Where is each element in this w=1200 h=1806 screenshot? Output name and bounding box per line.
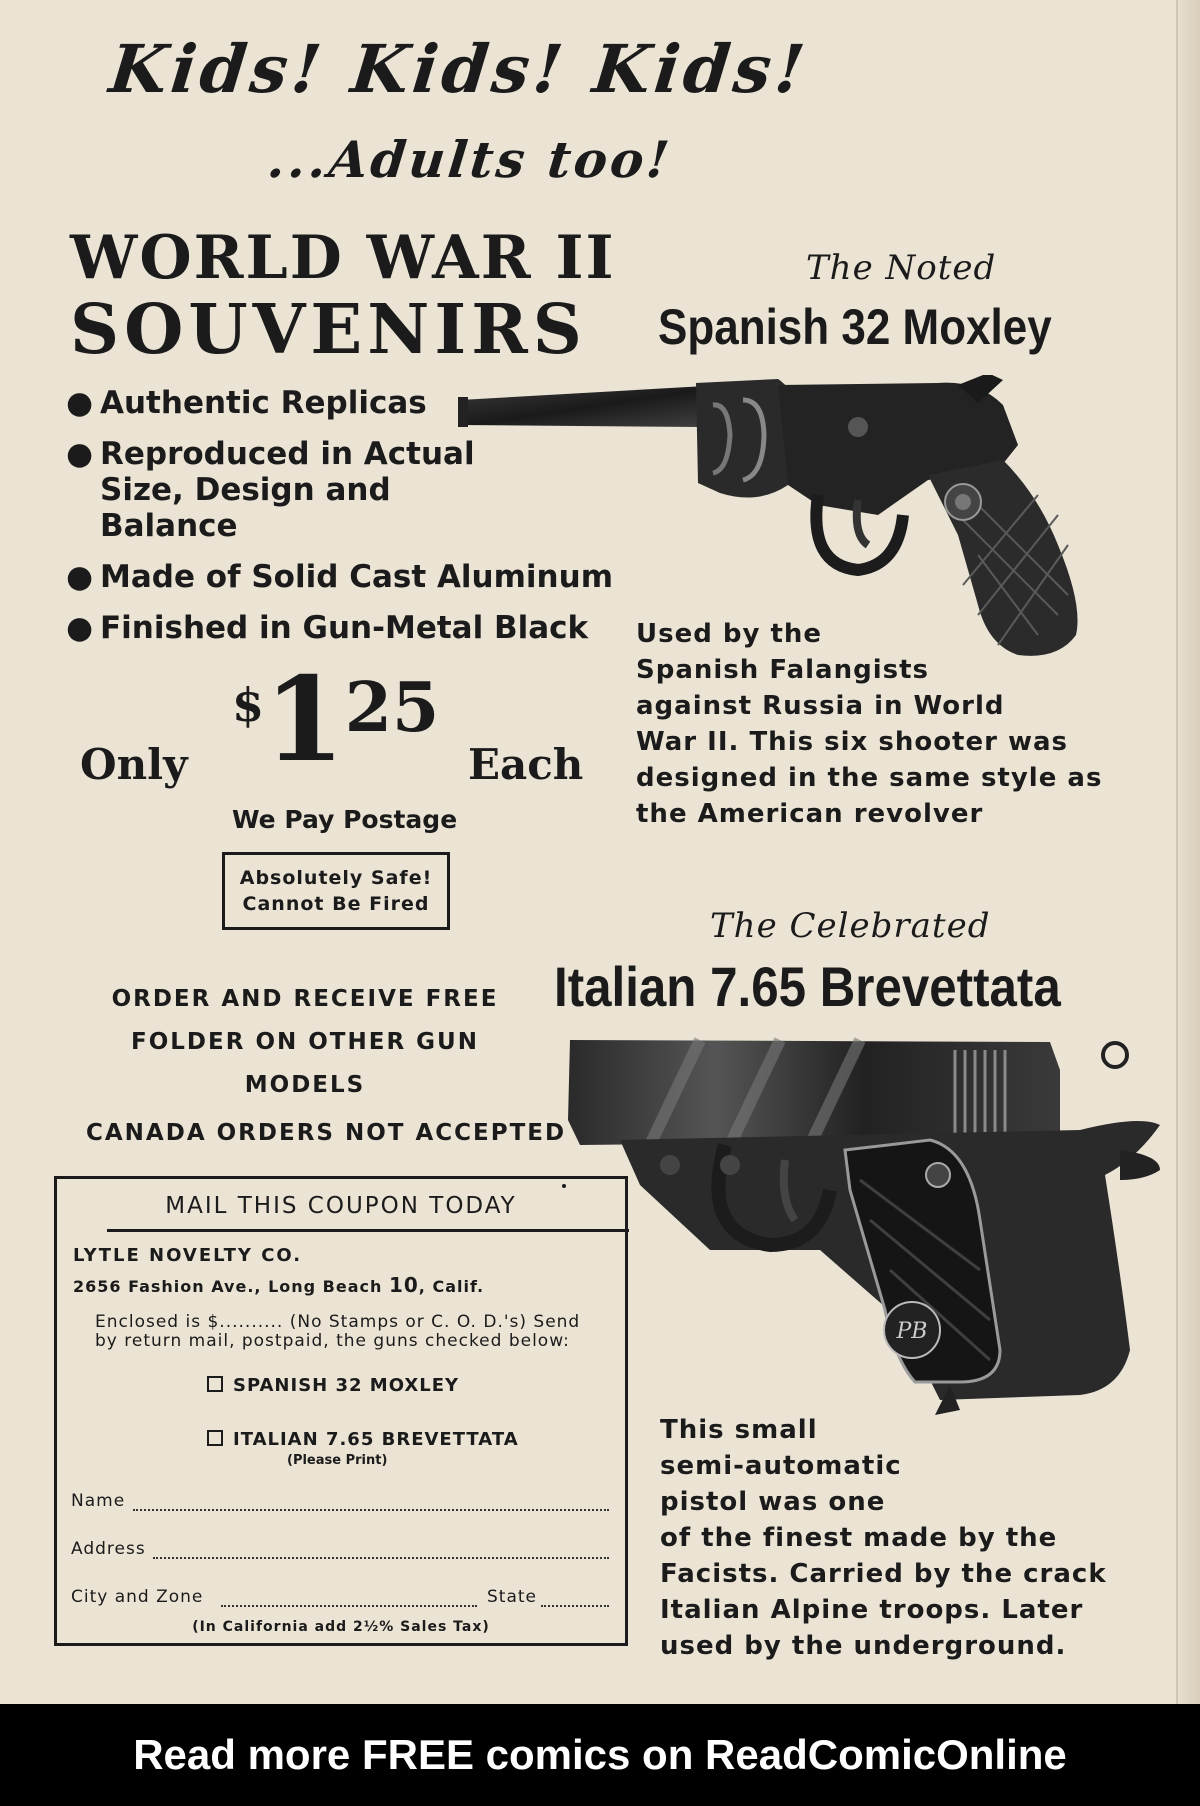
page-spine-edge — [1176, 0, 1200, 1704]
state-label: State — [487, 1587, 537, 1607]
pistol-illustration — [560, 1020, 1180, 1440]
product2-name: Italian 7.65 Brevettata — [554, 955, 1061, 1018]
name-field[interactable] — [133, 1509, 609, 1511]
product2-tagline: The Celebrated — [710, 906, 991, 946]
product1-name: Spanish 32 Moxley — [658, 299, 1052, 355]
headline-adults: ...Adults too! — [264, 130, 675, 189]
title-world-war-ii: WORLD WAR II — [70, 223, 616, 293]
feature-item: ● Made of Solid Cast Aluminum — [66, 559, 613, 595]
feature-item: ● Finished in Gun-Metal Black — [66, 610, 589, 646]
headline-kids: Kids! Kids! Kids! — [105, 30, 813, 108]
canada-notice: CANADA ORDERS NOT ACCEPTED — [86, 1120, 567, 1146]
product2-description: This small semi-automatic pistol was one of the finest made by the Facists. Carried by the crack Italian Alpine troops. Later used by the underground. — [660, 1415, 1107, 1661]
postage-note: We Pay Postage — [232, 805, 458, 834]
address-field[interactable] — [153, 1557, 609, 1559]
product1-description: Used by the Spanish Falangists against Russia in World War II. This six shooter was designed in the same style as the American revolver — [636, 619, 1103, 829]
coupon-divider — [107, 1229, 629, 1232]
product1-tagline: The Noted — [806, 248, 997, 288]
price-value: $125 — [232, 652, 440, 788]
bullet-icon: ● — [66, 436, 94, 472]
bullet-icon: ● — [66, 610, 94, 646]
feature-item: ● Reproduced in Actual Size, Design and Balance — [66, 436, 475, 544]
safety-box: Absolutely Safe! Cannot Be Fired — [222, 852, 450, 930]
price-only-label: Only — [80, 740, 188, 789]
coupon-header: MAIL THIS COUPON TODAY — [165, 1193, 517, 1219]
coupon-address: 2656 Fashion Ave., Long Beach 10, Calif. — [73, 1273, 485, 1297]
coupon-tax-note: (In California add 2½% Sales Tax) — [192, 1619, 490, 1635]
city-zone-label: City and Zone — [71, 1587, 204, 1607]
title-souvenirs: SOUVENIRS — [70, 290, 587, 370]
print-speck — [562, 1184, 566, 1188]
feature-item: ● Authentic Replicas — [66, 385, 427, 421]
promo-banner[interactable]: Read more FREE comics on ReadComicOnline — [0, 1704, 1200, 1806]
order-coupon — [54, 1176, 628, 1646]
checkbox-icon[interactable] — [207, 1430, 223, 1446]
coupon-option-moxley[interactable]: SPANISH 32 MOXLEY — [207, 1375, 459, 1396]
bullet-icon: ● — [66, 559, 94, 595]
coupon-print-note: (Please Print) — [287, 1453, 388, 1468]
name-label: Name — [71, 1491, 126, 1511]
coupon-enclosed-text: Enclosed is $.......... (No Stamps or C. O. D.'s) Send by return mail, postpaid, the guns checked below: — [95, 1312, 581, 1351]
price-each-label: Each — [468, 740, 584, 789]
coupon-company: LYTLE NOVELTY CO. — [73, 1245, 303, 1266]
coupon-option-brevettata[interactable]: ITALIAN 7.65 BREVETTATA — [207, 1429, 519, 1450]
checkbox-icon[interactable] — [207, 1376, 223, 1392]
address-label: Address — [71, 1539, 146, 1559]
pb-logo-text: PB — [896, 1319, 928, 1344]
state-field[interactable] — [541, 1605, 609, 1607]
bullet-icon: ● — [66, 385, 94, 421]
city-zone-field[interactable] — [221, 1605, 477, 1607]
order-folder-note: ORDER AND RECEIVE FREE FOLDER ON OTHER GUN MODELS — [111, 986, 499, 1098]
